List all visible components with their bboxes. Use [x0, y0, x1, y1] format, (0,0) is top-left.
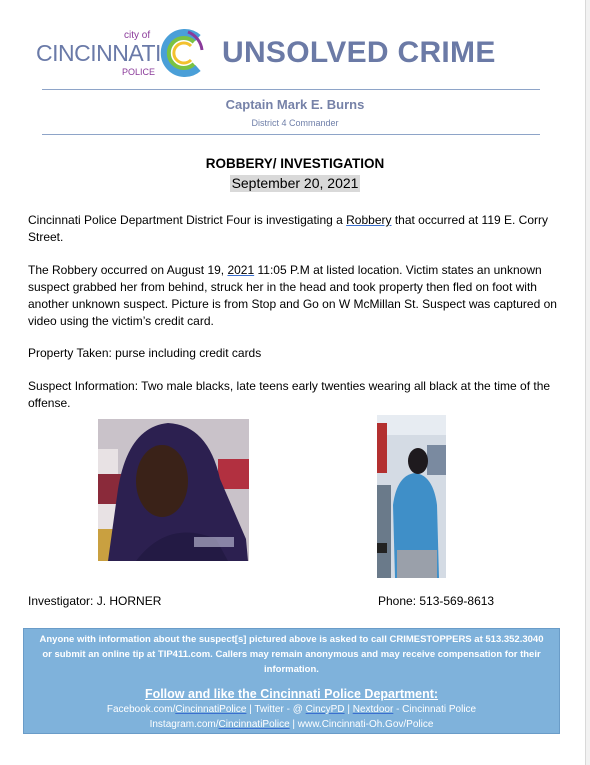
property-taken: Property Taken: purse including credit cards: [28, 346, 262, 360]
para2-text-a: The Robbery occurred on August 19,: [28, 263, 228, 277]
instagram-handle[interactable]: CincinnatiPolice: [218, 719, 290, 730]
notice-date: September 20, 2021: [231, 175, 359, 191]
page-title: UNSOLVED CRIME: [222, 36, 496, 69]
crimestoppers-text: Anyone with information about the suspect[s] pictured above is asked to call CRIMESTOPPERS at 513.352.3040 or submit an online tip at TIP411.com. Callers may remain anonymous and may receive compensation for their information.: [39, 634, 544, 675]
facebook-handle[interactable]: CincinnatiPolice: [175, 704, 247, 715]
follow-heading: Follow and like the Cincinnati Police Department:: [144, 687, 439, 701]
header-divider-top: [42, 89, 540, 90]
website-link[interactable]: | www.Cincinnati-Oh.Gov/Police: [289, 719, 434, 730]
twitter-prefix: | Twitter - @: [246, 704, 306, 715]
facebook-prefix: Facebook.com/: [106, 704, 176, 715]
separator: |: [344, 704, 353, 715]
incident-paragraph: [28, 212, 558, 246]
logo-city-of: city of: [124, 30, 151, 41]
captain-name: Captain Mark E. Burns: [225, 97, 365, 112]
instagram-prefix: Instagram.com/: [149, 719, 219, 730]
cincinnati-c-logo-icon: [158, 28, 206, 78]
para1-text-b: that occurred at 119 E. Corry Street.: [28, 213, 549, 244]
notice-date-wrap: [0, 175, 590, 193]
page-edge: [585, 0, 590, 765]
investigator: Investigator: J. HORNER: [28, 594, 162, 608]
crimestoppers-banner: [23, 628, 560, 734]
twitter-handle[interactable]: CincyPD: [305, 704, 345, 715]
phone-number: Phone: 513-569-8613: [378, 594, 495, 608]
logo-police: POLICE: [122, 67, 156, 77]
suspect-photo-1: [98, 419, 249, 561]
social-line-1: [24, 704, 559, 715]
district-commander: District 4 Commander: [251, 118, 339, 128]
cincinnati-police-logo: [36, 28, 206, 80]
nextdoor-suffix: - Cincinnati Police: [393, 704, 477, 715]
social-line-2: [24, 719, 559, 730]
notice-headline: ROBBERY/ INVESTIGATION: [205, 156, 385, 171]
nextdoor-link[interactable]: Nextdoor: [352, 704, 394, 715]
logo-name: CINCINNATI: [36, 40, 161, 66]
para2-text-b: 11:05 P.M at listed location. Victim states an unknown suspect grabbed her from behind, struck her in the head and took property then fled on foot with another unknown suspect. Picture is from Stop and Go on W McMillan St. Suspect was captured on video using the victim’s credit card.: [28, 263, 557, 328]
para1-text-a: Cincinnati Police Department District Four is investigating a: [28, 213, 347, 227]
robbery-link: Robbery: [346, 213, 392, 227]
suspect-photo-2: [377, 415, 446, 578]
header-divider-bottom: [42, 134, 540, 135]
suspect-information: Suspect Information: Two male blacks, late teens early twenties wearing all black at the time of the offense.: [28, 379, 551, 410]
para2-year: 2021: [227, 263, 255, 277]
details-paragraph: [28, 262, 558, 330]
